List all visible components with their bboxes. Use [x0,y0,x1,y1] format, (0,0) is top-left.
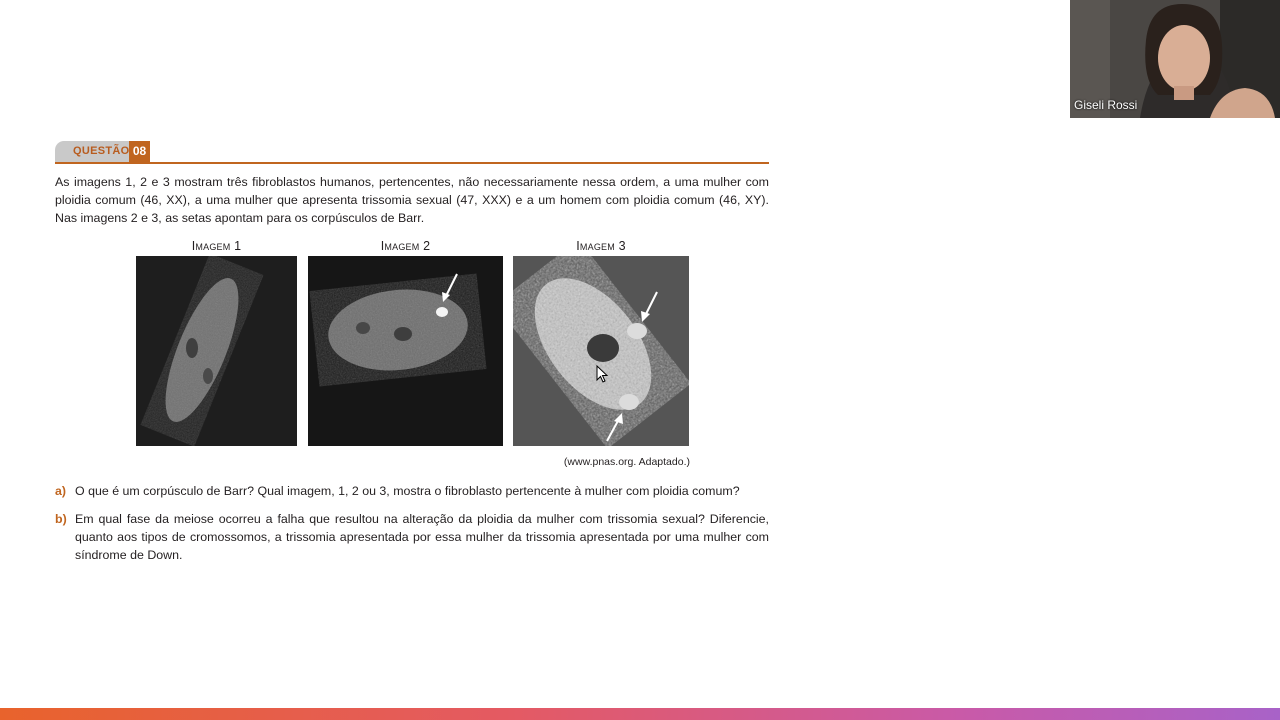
image-2-micrograph [308,256,503,446]
question-item-a [55,482,769,500]
question-item-b [55,510,769,564]
participant-name: Giseli Rossi [1074,98,1138,112]
image-2-label: Imagem 2 [380,239,431,253]
question-intro: As imagens 1, 2 e 3 mostram três fibroblastos humanos, pertencentes, não necessariamente nessa ordem, a uma mulher com ploidia comum (46, XX), a uma mulher que apresenta trissomia sexual (47, XXX) e a um homem com ploidia comum (46, XY). Nas imagens 2 e 3, as setas apontam para os corpúsculos de Barr. [55,175,769,225]
image-source-caption: (www.pnas.org. Adaptado.) [563,456,690,468]
image-3-micrograph [513,256,689,446]
question-label: QUESTÃO [73,145,130,157]
question-number: 08 [129,141,150,162]
webcam-video[interactable] [1070,0,1280,118]
image-3-label: Imagem 3 [576,239,626,253]
header-divider [55,162,769,164]
bottom-accent-bar [0,708,1280,720]
image-1-micrograph [136,256,297,446]
item-letter: b) [55,512,67,526]
image-1-label: Imagem 1 [191,239,242,253]
question-tab [55,141,129,162]
question-header [55,141,769,164]
item-text: Em qual fase da meiose ocorreu a falha que resultou na alteração da ploidia da mulher com trissomia sexual? Diferencie, quanto aos tipos de cromossomos, a trissomia apresentada por essa mulher da trissomia apresentada por uma mulher com síndrome de Down. [75,512,769,562]
item-text: O que é um corpúsculo de Barr? Qual imagem, 1, 2 ou 3, mostra o fibroblasto pertencente à mulher com ploidia comum? [75,484,740,498]
mouse-pointer-icon [596,365,608,383]
item-letter: a) [55,484,67,498]
